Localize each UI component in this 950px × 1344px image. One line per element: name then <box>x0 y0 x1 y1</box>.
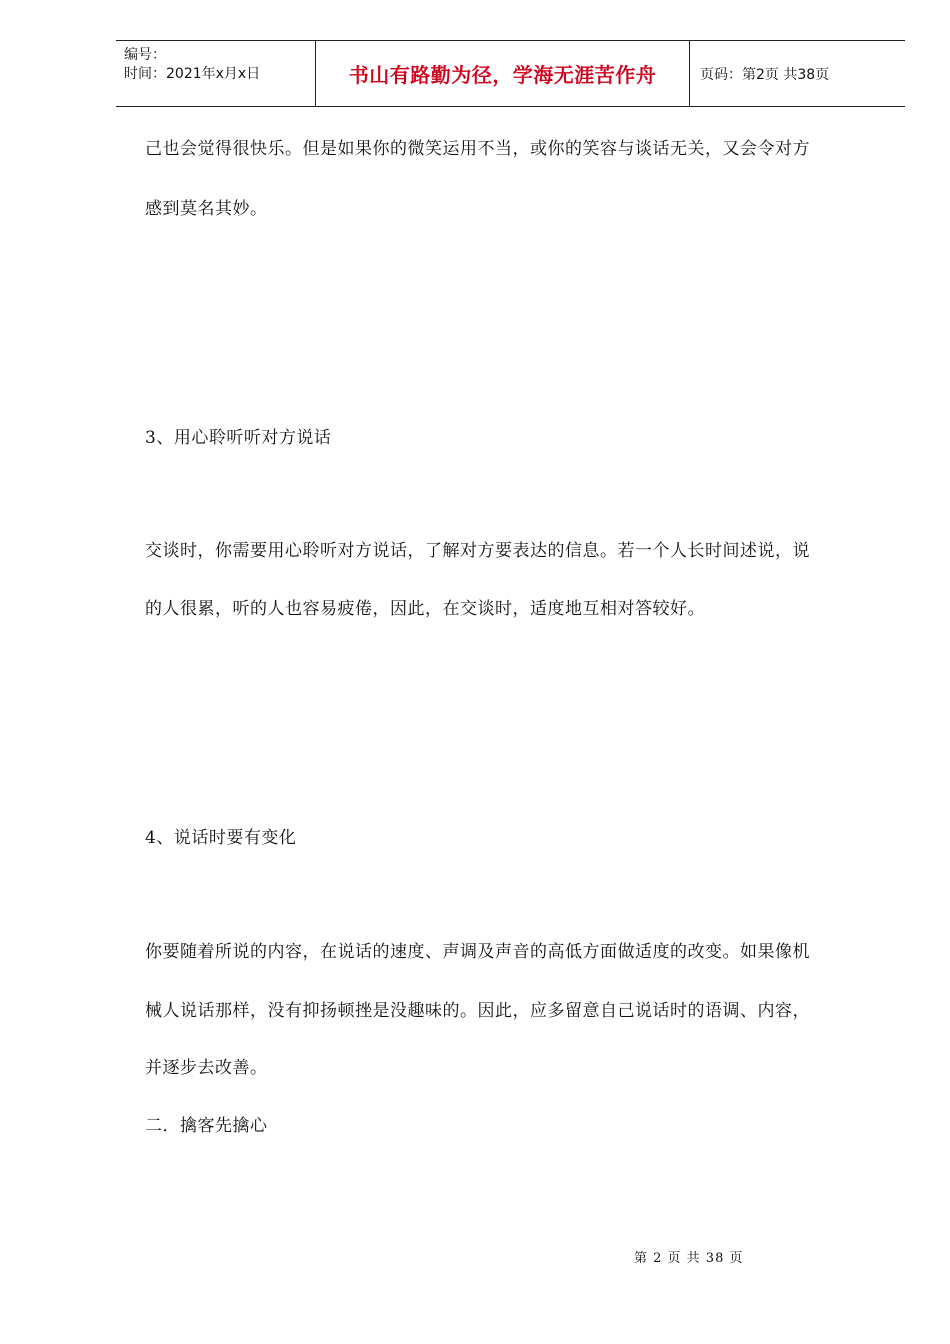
serial-label: 编号： <box>124 47 166 63</box>
time-label: 时间：2021年x月x日 <box>124 66 261 82</box>
page-footer: 第 2 页 共 38 页 <box>634 1251 744 1266</box>
page-header <box>116 40 905 107</box>
chapter-heading: 二．擒客先擒心 <box>145 1116 268 1136</box>
paragraph-line: 交谈时，你需要用心聆听对方说话，了解对方要表达的信息。若一个人长时间述说，说 <box>145 541 810 561</box>
header-page-cell <box>690 41 905 106</box>
paragraph-line: 你要随着所说的内容，在说话的速度、声调及声音的高低方面做适度的改变。如果像机 <box>145 942 810 962</box>
paragraph-line: 械人说话那样，没有抑扬顿挫是没趣味的。因此，应多留意自己说话时的语调、内容， <box>145 1001 810 1021</box>
section-heading-4: 4、说话时要有变化 <box>145 828 297 848</box>
header-motto: 书山有路勤为径，学海无涯苦作舟 <box>348 63 657 87</box>
paragraph-line: 己也会觉得很快乐。但是如果你的微笑运用不当，或你的笑容与谈话无关，又会令对方 <box>145 139 810 159</box>
header-page-label: 页码：第2页 共38页 <box>700 66 830 83</box>
paragraph-line: 的人很累，听的人也容易疲倦，因此，在交谈时，适度地互相对答较好。 <box>145 599 705 619</box>
paragraph-line: 并逐步去改善。 <box>145 1058 268 1078</box>
header-meta-cell <box>116 41 316 106</box>
section-heading-3: 3、用心聆听听对方说话 <box>145 428 332 448</box>
header-motto-cell <box>316 41 690 106</box>
paragraph-line: 感到莫名其妙。 <box>145 199 268 219</box>
